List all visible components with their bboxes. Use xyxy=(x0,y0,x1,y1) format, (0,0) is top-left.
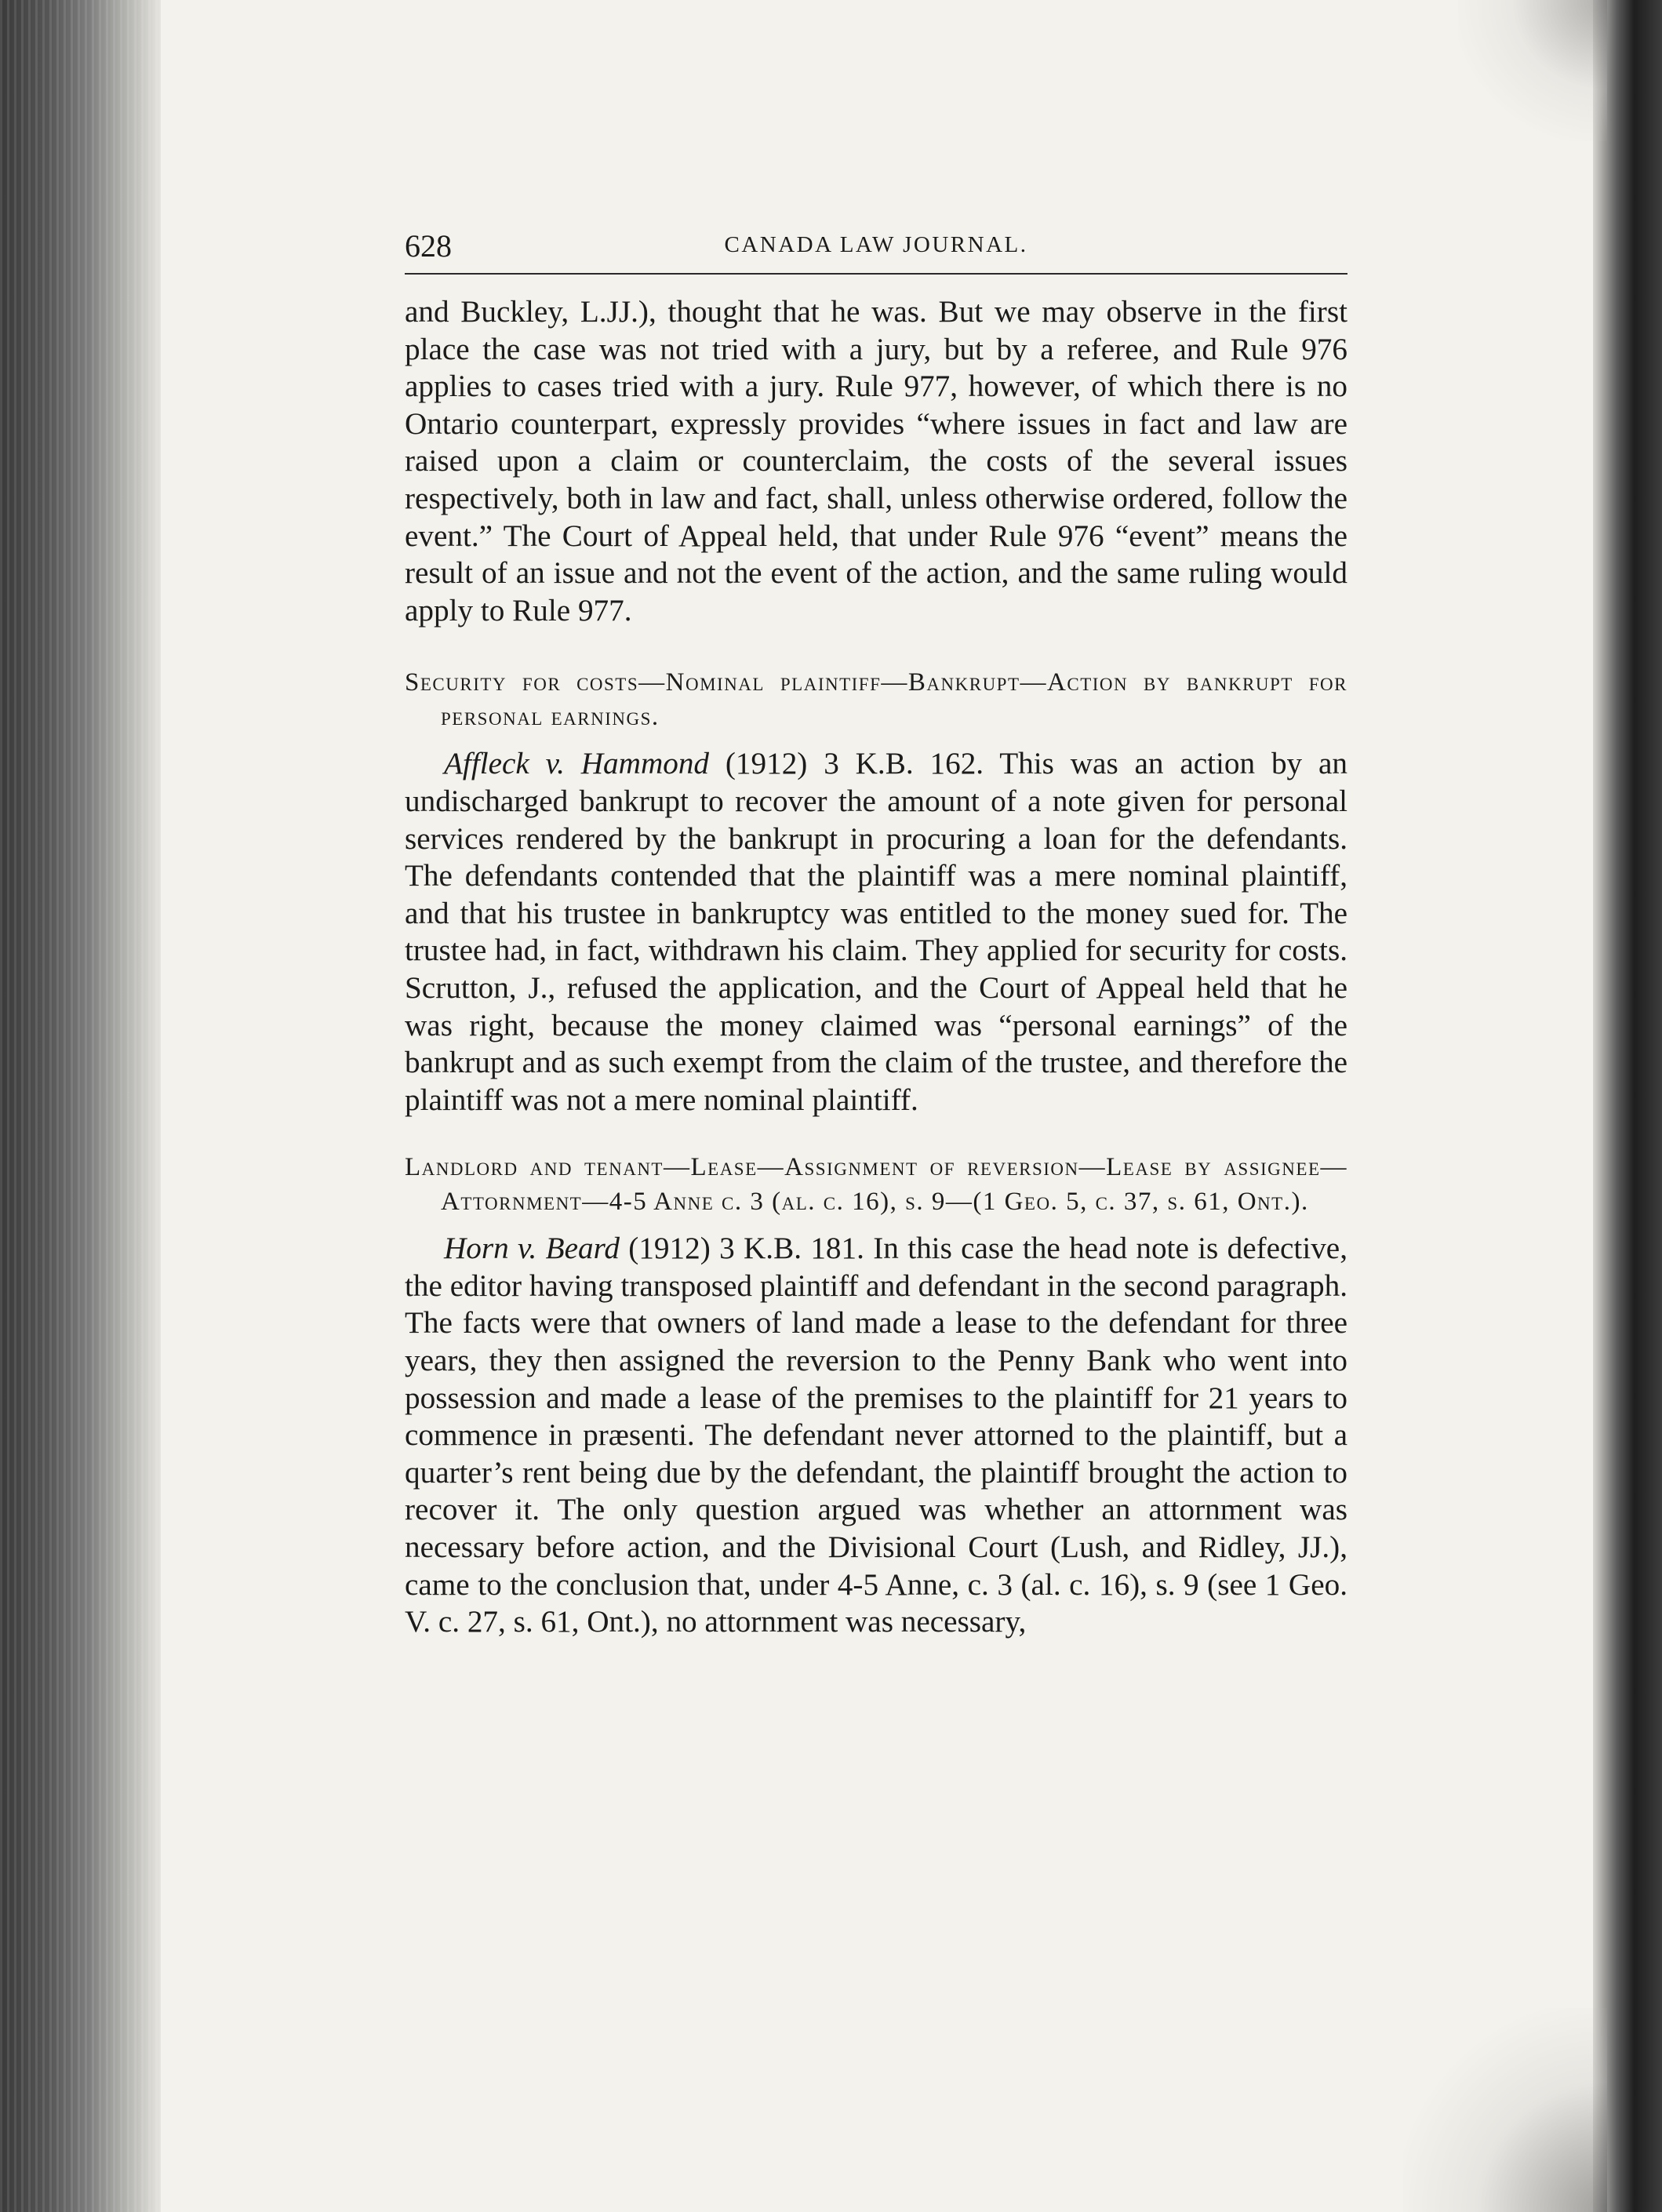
case-citation: (1912) 3 K.B. 181. xyxy=(619,1232,864,1266)
journal-title: CANADA LAW JOURNAL. xyxy=(724,232,1028,257)
case-paragraph-horn xyxy=(405,1230,1347,1641)
case-name: Horn v. Beard xyxy=(444,1232,620,1266)
case-text: This was an action by an undischarged bankrupt to recover the amount of a note given for personal services rendered by the bankrupt in procuring a loan for the defendants. The defendants contended that the plaintiff was a mere nominal plaintiff, and that his trustee in bankruptcy was entitled to the money sued for. The trustee had, in fact, withdrawn his claim. They applied for security for costs. Scrutton, J., refused the application, and the Court of Appeal held that he was right, because the money claimed was “personal earnings” of the bankrupt and as such exempt from the claim of the trustee, and therefore the plaintiff was not a mere nominal plaintiff. xyxy=(405,747,1347,1117)
scan-edge-right xyxy=(1593,0,1662,2212)
scan-gutter-left xyxy=(0,0,161,2212)
case-name: Affleck v. Hammond xyxy=(444,747,710,781)
body-text xyxy=(405,293,1347,1641)
case-text: In this case the head note is defective, the editor having transposed plaintiff and defendant in the second paragraph. The facts were that owners of land made a lease to the defendant for three years, they then assigned the reversion to the Penny Bank who went into possession and made a lease of the premises to the plaintiff for 21 years to commence in præsenti. The defendant never attorned to the plaintiff, but a quarter’s rent being due by the defendant, the plaintiff brought the action to recover it. The only question argued was whether an attornment was necessary before action, and the Divisional Court (Lush, and Ridley, JJ.), came to the conclusion that, under 4-5 Anne, c. 3 (al. c. 16), s. 9 (see 1 Geo. V. c. 27, s. 61, Ont.), no attornment was necessary, xyxy=(405,1232,1347,1639)
section-heading-text: Security for costs—Nominal plaintiff—Bankrupt—Action by bankrupt for personal earnings. xyxy=(405,668,1347,732)
section-heading-landlord-and-tenant xyxy=(405,1150,1347,1219)
document-page xyxy=(405,227,1347,1641)
section-heading-text: Landlord and tenant—Lease—Assignment of reversion—Lease by assignee—Attornment—4-5 Anne c. 3 (al. c. 16), s. 9—(1 Geo. 5, c. 37, s. 61, Ont.). xyxy=(405,1153,1347,1217)
case-citation: (1912) 3 K.B. 162. xyxy=(709,747,984,781)
opening-paragraph: and Buckley, L.JJ.), thought that he was. But we may observe in the first place the case was not tried with a jury, but by a referee, and Rule 976 applies to cases tried with a jury. Rule 977, however, of which there is no Ontario counterpart, expressly provides “where issues in fact and law are raised upon a claim or counterclaim, the costs of the several issues respectively, both in law and fact, shall, unless otherwise ordered, follow the event.” The Court of Appeal held, that under Rule 976 “event” means the result of an issue and not the event of the action, and the same ruling would apply to Rule 977. xyxy=(405,295,1347,628)
page-number: 628 xyxy=(405,228,452,264)
section-heading-security-for-costs xyxy=(405,665,1347,734)
scan-corner-top xyxy=(1458,0,1607,141)
running-head xyxy=(405,227,1347,275)
scan-corner-bottom xyxy=(1403,2008,1607,2212)
case-paragraph-affleck xyxy=(405,745,1347,1119)
